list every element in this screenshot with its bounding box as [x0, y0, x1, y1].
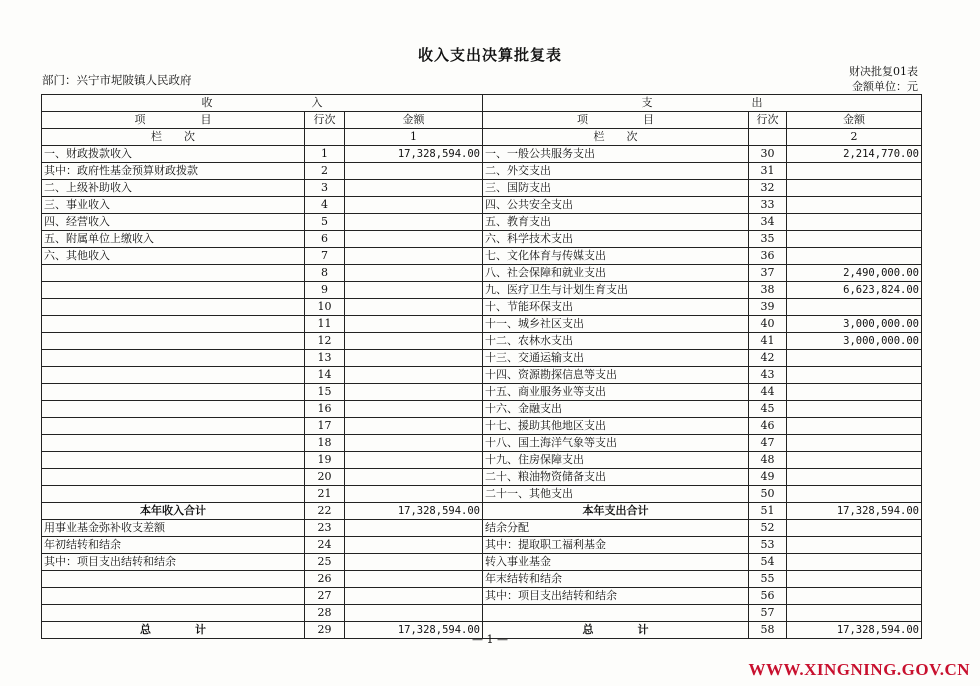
- income-amount: [345, 605, 483, 622]
- expense-amount: [787, 299, 922, 316]
- income-line-no: 4: [305, 197, 345, 214]
- income-item: [42, 367, 305, 384]
- income-amount: [345, 350, 483, 367]
- income-amount: [345, 265, 483, 282]
- income-item: [42, 605, 305, 622]
- expense-line-no: 34: [749, 214, 787, 231]
- table-row: [42, 214, 922, 231]
- expense-line-no: 49: [749, 469, 787, 486]
- expense-line-no: 54: [749, 554, 787, 571]
- income-amount: [345, 214, 483, 231]
- income-item: [42, 299, 305, 316]
- income-lanci: 栏 次: [42, 129, 305, 146]
- section-header-row: [42, 95, 922, 112]
- income-item: 其中：政府性基金预算财政拨款: [42, 163, 305, 180]
- expense-line-no: 44: [749, 384, 787, 401]
- income-item: 四、经营收入: [42, 214, 305, 231]
- expense-line-no: 51: [749, 503, 787, 520]
- expense-item: 十、节能环保支出: [483, 299, 749, 316]
- table-row: [42, 418, 922, 435]
- page-title: 收入支出决算批复表: [417, 46, 562, 64]
- income-amount: [345, 384, 483, 401]
- income-amount: [345, 163, 483, 180]
- expense-item: 二十、粮油物资储备支出: [483, 469, 749, 486]
- expense-item: 十四、资源勘探信息等支出: [483, 367, 749, 384]
- table-row: [42, 248, 922, 265]
- expense-line-no: 50: [749, 486, 787, 503]
- expense-line-no: 53: [749, 537, 787, 554]
- expense-amount: 17,328,594.00: [787, 622, 922, 639]
- expense-line-no: 52: [749, 520, 787, 537]
- expense-line-no: 47: [749, 435, 787, 452]
- income-line-no: 6: [305, 231, 345, 248]
- table-row: [42, 452, 922, 469]
- page-number: — 1 —: [472, 633, 508, 646]
- expense-line-no: 37: [749, 265, 787, 282]
- expense-amount: [787, 214, 922, 231]
- expense-header: 支 出: [483, 95, 922, 112]
- expense-amount: 17,328,594.00: [787, 503, 922, 520]
- income-header: 收 入: [42, 95, 483, 112]
- expense-amount: [787, 163, 922, 180]
- expense-amount: [787, 350, 922, 367]
- income-item: [42, 350, 305, 367]
- table-row: [42, 503, 922, 520]
- column-header-row: [42, 112, 922, 129]
- expense-col-no: 2: [787, 129, 922, 146]
- income-amount: [345, 537, 483, 554]
- expense-item: 七、文化体育与传媒支出: [483, 248, 749, 265]
- expense-line-no: 30: [749, 146, 787, 163]
- expense-amount: [787, 418, 922, 435]
- table-row: [42, 435, 922, 452]
- expense-amount: [787, 469, 922, 486]
- income-amount: [345, 282, 483, 299]
- expense-amount: [787, 554, 922, 571]
- expense-amount: [787, 605, 922, 622]
- income-item: [42, 384, 305, 401]
- table-row: [42, 401, 922, 418]
- income-amount: [345, 248, 483, 265]
- expense-item: 十二、农林水支出: [483, 333, 749, 350]
- income-amount: [345, 571, 483, 588]
- income-item: 本年收入合计: [42, 503, 305, 520]
- expense-line-no: 39: [749, 299, 787, 316]
- income-line-no: 20: [305, 469, 345, 486]
- income-item: [42, 316, 305, 333]
- income-line-no: 28: [305, 605, 345, 622]
- expense-item: 一、一般公共服务支出: [483, 146, 749, 163]
- income-line-no: 25: [305, 554, 345, 571]
- table-row: [42, 571, 922, 588]
- expense-amount: [787, 180, 922, 197]
- expense-item-header: 项 目: [483, 112, 749, 129]
- expense-item: 六、科学技术支出: [483, 231, 749, 248]
- income-item-header: 项 目: [42, 112, 305, 129]
- expense-amount: [787, 537, 922, 554]
- table-row: [42, 299, 922, 316]
- expense-amount: [787, 452, 922, 469]
- income-line-no: 16: [305, 401, 345, 418]
- expense-amount: [787, 435, 922, 452]
- table-row: [42, 520, 922, 537]
- expense-item: 十七、援助其他地区支出: [483, 418, 749, 435]
- expense-line-no: 46: [749, 418, 787, 435]
- income-line-no: 14: [305, 367, 345, 384]
- table-row: [42, 469, 922, 486]
- expense-line-no: 57: [749, 605, 787, 622]
- expense-lanci-blank: [749, 129, 787, 146]
- income-line-no: 13: [305, 350, 345, 367]
- income-amount-header: 金额: [345, 112, 483, 129]
- income-amount: 17,328,594.00: [345, 503, 483, 520]
- income-amount: [345, 231, 483, 248]
- expense-item: 结余分配: [483, 520, 749, 537]
- expense-amount: 3,000,000.00: [787, 333, 922, 350]
- expense-item: 三、国防支出: [483, 180, 749, 197]
- budget-table: [41, 94, 922, 639]
- table-row: [42, 554, 922, 571]
- income-item: [42, 486, 305, 503]
- expense-amount: 2,490,000.00: [787, 265, 922, 282]
- expense-line-no: 36: [749, 248, 787, 265]
- expense-line-no: 32: [749, 180, 787, 197]
- expense-amount: 6,623,824.00: [787, 282, 922, 299]
- income-line-no: 11: [305, 316, 345, 333]
- income-line-no: 24: [305, 537, 345, 554]
- expense-amount: [787, 571, 922, 588]
- income-item: 六、其他收入: [42, 248, 305, 265]
- income-line-no: 23: [305, 520, 345, 537]
- expense-line-no: 48: [749, 452, 787, 469]
- department-label: 部门：兴宁市坭陂镇人民政府: [42, 73, 192, 87]
- form-meta: [849, 64, 918, 94]
- expense-line-no: 55: [749, 571, 787, 588]
- expense-item: 二、外交支出: [483, 163, 749, 180]
- income-item: 其中：项目支出结转和结余: [42, 554, 305, 571]
- expense-line-header: 行次: [749, 112, 787, 129]
- expense-line-no: 43: [749, 367, 787, 384]
- expense-line-no: 40: [749, 316, 787, 333]
- expense-item: 十一、城乡社区支出: [483, 316, 749, 333]
- income-line-no: 10: [305, 299, 345, 316]
- expense-line-no: 56: [749, 588, 787, 605]
- expense-amount: [787, 248, 922, 265]
- income-line-no: 18: [305, 435, 345, 452]
- income-amount: [345, 435, 483, 452]
- expense-item: 九、医疗卫生与计划生育支出: [483, 282, 749, 299]
- income-amount: [345, 554, 483, 571]
- income-line-no: 27: [305, 588, 345, 605]
- expense-line-no: 41: [749, 333, 787, 350]
- income-amount: 17,328,594.00: [345, 622, 483, 639]
- expense-item: 二十一、其他支出: [483, 486, 749, 503]
- expense-line-no: 33: [749, 197, 787, 214]
- expense-item: [483, 605, 749, 622]
- expense-amount: [787, 486, 922, 503]
- expense-amount: [787, 520, 922, 537]
- table-row: [42, 605, 922, 622]
- expense-item: 十八、国土海洋气象等支出: [483, 435, 749, 452]
- table-row: [42, 384, 922, 401]
- income-line-no: 8: [305, 265, 345, 282]
- table-row: [42, 537, 922, 554]
- table-row: [42, 146, 922, 163]
- income-item: [42, 265, 305, 282]
- income-item: 三、事业收入: [42, 197, 305, 214]
- expense-amount-header: 金额: [787, 112, 922, 129]
- expense-item: 本年支出合计: [483, 503, 749, 520]
- table-row: [42, 282, 922, 299]
- expense-line-no: 38: [749, 282, 787, 299]
- income-line-no: 26: [305, 571, 345, 588]
- income-line-header: 行次: [305, 112, 345, 129]
- income-item: [42, 401, 305, 418]
- income-line-no: 1: [305, 146, 345, 163]
- expense-amount: [787, 384, 922, 401]
- expense-amount: [787, 367, 922, 384]
- income-line-no: 3: [305, 180, 345, 197]
- income-amount: [345, 452, 483, 469]
- income-col-no: 1: [345, 129, 483, 146]
- income-amount: 17,328,594.00: [345, 146, 483, 163]
- expense-amount: 2,214,770.00: [787, 146, 922, 163]
- expense-item: 十三、交通运输支出: [483, 350, 749, 367]
- expense-item: 八、社会保障和就业支出: [483, 265, 749, 282]
- income-line-no: 17: [305, 418, 345, 435]
- table-row: [42, 163, 922, 180]
- table-row: [42, 333, 922, 350]
- table-row: [42, 486, 922, 503]
- income-item: 一、财政拨款收入: [42, 146, 305, 163]
- income-amount: [345, 486, 483, 503]
- expense-line-no: 31: [749, 163, 787, 180]
- income-item: [42, 282, 305, 299]
- expense-line-no: 45: [749, 401, 787, 418]
- income-amount: [345, 299, 483, 316]
- income-item: 二、上级补助收入: [42, 180, 305, 197]
- income-lanci-blank: [305, 129, 345, 146]
- income-line-no: 21: [305, 486, 345, 503]
- expense-item: 十五、商业服务业等支出: [483, 384, 749, 401]
- expense-amount: [787, 588, 922, 605]
- amount-unit: 金额单位：元: [852, 80, 918, 93]
- income-amount: [345, 333, 483, 350]
- income-amount: [345, 197, 483, 214]
- income-item: 总 计: [42, 622, 305, 639]
- income-line-no: 15: [305, 384, 345, 401]
- expense-lanci: 栏 次: [483, 129, 749, 146]
- income-amount: [345, 418, 483, 435]
- income-line-no: 5: [305, 214, 345, 231]
- income-amount: [345, 316, 483, 333]
- income-item: 五、附属单位上缴收入: [42, 231, 305, 248]
- table-row: [42, 265, 922, 282]
- income-line-no: 29: [305, 622, 345, 639]
- expense-amount: [787, 401, 922, 418]
- table-row: [42, 231, 922, 248]
- site-watermark: WWW.XINGNING.GOV.CN: [748, 660, 970, 679]
- income-amount: [345, 180, 483, 197]
- expense-item: 其中：项目支出结转和结余: [483, 588, 749, 605]
- table-row: [42, 197, 922, 214]
- income-line-no: 19: [305, 452, 345, 469]
- income-line-no: 22: [305, 503, 345, 520]
- form-number: 财决批复01表: [849, 65, 918, 78]
- expense-item: 四、公共安全支出: [483, 197, 749, 214]
- table-row: [42, 316, 922, 333]
- expense-line-no: 58: [749, 622, 787, 639]
- income-item: [42, 469, 305, 486]
- income-item: [42, 452, 305, 469]
- expense-item: 十九、住房保障支出: [483, 452, 749, 469]
- expense-item: 转入事业基金: [483, 554, 749, 571]
- income-amount: [345, 469, 483, 486]
- expense-item: 十六、金融支出: [483, 401, 749, 418]
- expense-line-no: 42: [749, 350, 787, 367]
- income-line-no: 2: [305, 163, 345, 180]
- income-line-no: 9: [305, 282, 345, 299]
- income-item: [42, 333, 305, 350]
- column-number-row: [42, 129, 922, 146]
- expense-amount: [787, 231, 922, 248]
- income-item: [42, 418, 305, 435]
- table-row: [42, 367, 922, 384]
- expense-item: 其中：提取职工福利基金: [483, 537, 749, 554]
- income-item: [42, 588, 305, 605]
- expense-amount: 3,000,000.00: [787, 316, 922, 333]
- income-item: [42, 571, 305, 588]
- income-line-no: 7: [305, 248, 345, 265]
- income-item: 年初结转和结余: [42, 537, 305, 554]
- expense-item: 五、教育支出: [483, 214, 749, 231]
- expense-item: 总 计: [483, 622, 749, 639]
- income-amount: [345, 520, 483, 537]
- income-line-no: 12: [305, 333, 345, 350]
- income-amount: [345, 367, 483, 384]
- expense-line-no: 35: [749, 231, 787, 248]
- table-row: [42, 350, 922, 367]
- table-row: [42, 180, 922, 197]
- expense-item: 年末结转和结余: [483, 571, 749, 588]
- income-item: 用事业基金弥补收支差额: [42, 520, 305, 537]
- table-row: [42, 588, 922, 605]
- income-item: [42, 435, 305, 452]
- income-amount: [345, 401, 483, 418]
- expense-amount: [787, 197, 922, 214]
- income-amount: [345, 588, 483, 605]
